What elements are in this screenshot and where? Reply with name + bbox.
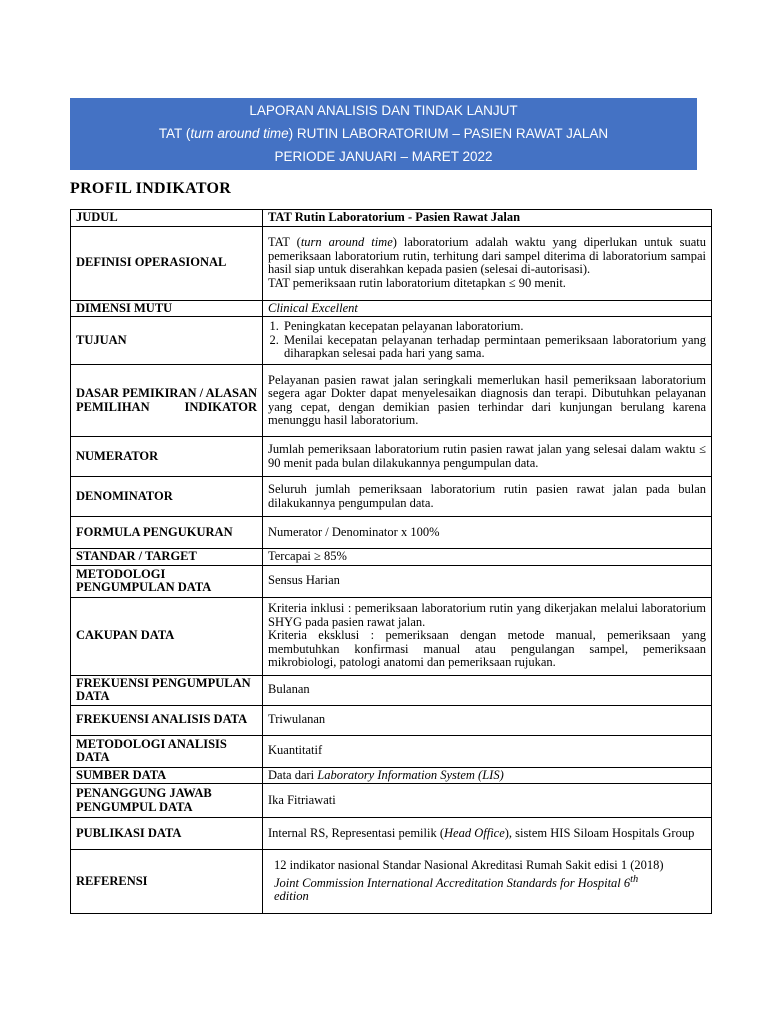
cakupan-paragraph-1: Kriteria inklusi : pemeriksaan laboratorium rutin yang dikerjakan melalui laboratorium SHYG pada pasien rawat jalan. <box>268 601 706 629</box>
table-row <box>71 735 712 767</box>
table-row <box>71 549 712 566</box>
list-item: 1. Peningkatan kecepatan pelayanan laboratorium. <box>282 320 706 334</box>
table-row <box>71 317 712 365</box>
report-title-line3: PERIODE JANUARI – MARET 2022 <box>274 149 493 164</box>
tujuan-list <box>268 320 706 361</box>
row-label-penanggung-jawab: PENANGGUNG JAWAB PENGUMPUL DATA <box>71 784 263 818</box>
indicator-profile-table <box>70 209 712 914</box>
row-value-tujuan <box>263 317 712 365</box>
table-row <box>71 565 712 597</box>
row-label-referensi: REFERENSI <box>71 850 263 914</box>
row-value-metodologi: Sensus Harian <box>263 565 712 597</box>
row-value-frekuensi-analisis: Triwulanan <box>263 705 712 735</box>
row-value-formula: Numerator / Denominator x 100% <box>263 517 712 549</box>
table-row <box>71 784 712 818</box>
row-label-dasar: DASAR PEMIKIRAN / ALASAN PEMILIHAN INDIKATOR <box>71 365 263 437</box>
referensi-item-1: 12 indikator nasional Standar Nasional Akreditasi Rumah Sakit edisi 1 (2018) <box>274 858 664 873</box>
table-row <box>71 477 712 517</box>
row-value-cakupan <box>263 597 712 675</box>
row-label-dimensi: DIMENSI MUTU <box>71 300 263 317</box>
table-row <box>71 517 712 549</box>
report-title-banner <box>70 98 697 170</box>
cakupan-paragraph-2: Kriteria eksklusi : pemeriksaan dengan metode manual, pemeriksaan yang membutuhkan konfirmasi manual atau pengulangan sampel, pemeriksaan mikrobiologi, patologi anatomi dan pemeriksaan rujukan. <box>268 628 706 670</box>
table-row <box>71 818 712 850</box>
row-label-cakupan: CAKUPAN DATA <box>71 597 263 675</box>
row-label-formula: FORMULA PENGUKURAN <box>71 517 263 549</box>
row-label-tujuan: TUJUAN <box>71 317 263 365</box>
row-value-sumber: Data dari Laboratory Information System (LIS) <box>263 767 712 784</box>
table-row <box>71 365 712 437</box>
row-value-dasar: Pelayanan pasien rawat jalan seringkali memerlukan hasil pemeriksaan laboratorium segera agar Dokter dapat menyelesaikan diagnosis dan terapi. Dibutuhkan pelayanan yang cepat, dengan demikian pasien terhindar dari kunjungan berulang karena menunggu hasil laboratorium. <box>263 365 712 437</box>
report-title-line2: TAT (turn around time) RUTIN LABORATORIUM – PASIEN RAWAT JALAN <box>158 126 609 141</box>
table-row <box>71 850 712 914</box>
row-label-denominator: DENOMINATOR <box>71 477 263 517</box>
row-value-referensi <box>263 850 712 914</box>
referensi-item-2: Joint Commission International Accreditation Standards for Hospital 6th edition <box>274 873 639 904</box>
definisi-paragraph-1: TAT (turn around time) laboratorium adalah waktu yang diperlukan untuk suatu pemeriksaan laboratorium rutin, terhitung dari sampel diterima di laboratorium sampai hasil siap untuk diserahkan kepada pasien (selesai di-autorisasi). <box>268 235 706 276</box>
row-value-denominator: Seluruh jumlah pemeriksaan laboratorium rutin pasien rawat jalan pada bulan dilakukannya pengumpulan data. <box>263 477 712 517</box>
row-label-judul: JUDUL <box>71 210 263 227</box>
row-value-judul: TAT Rutin Laboratorium - Pasien Rawat Jalan <box>263 210 712 227</box>
row-value-penanggung-jawab: Ika Fitriawati <box>263 784 712 818</box>
table-row <box>71 226 712 300</box>
row-label-sumber: SUMBER DATA <box>71 767 263 784</box>
row-label-metodologi: METODOLOGI PENGUMPULAN DATA <box>71 565 263 597</box>
row-value-publikasi: Internal RS, Representasi pemilik (Head Office), sistem HIS Siloam Hospitals Group <box>263 818 712 850</box>
row-label-standar: STANDAR / TARGET <box>71 549 263 566</box>
table-row <box>71 675 712 705</box>
row-label-metodologi-analisis: METODOLOGI ANALISIS DATA <box>71 735 263 767</box>
definisi-paragraph-2: TAT pemeriksaan rutin laboratorium ditetapkan ≤ 90 menit. <box>268 275 566 290</box>
table-row <box>71 437 712 477</box>
table-row <box>71 210 712 227</box>
row-label-frekuensi-pengumpulan: FREKUENSI PENGUMPULAN DATA <box>71 675 263 705</box>
table-row <box>71 597 712 675</box>
table-row <box>71 705 712 735</box>
row-label-definisi: DEFINISI OPERASIONAL <box>71 226 263 300</box>
row-value-definisi <box>263 226 712 300</box>
row-value-frekuensi-pengumpulan: Bulanan <box>263 675 712 705</box>
row-label-frekuensi-analisis: FREKUENSI ANALISIS DATA <box>71 705 263 735</box>
row-label-numerator: NUMERATOR <box>71 437 263 477</box>
table-row <box>71 767 712 784</box>
report-title-line1: LAPORAN ANALISIS DAN TINDAK LANJUT <box>249 103 518 118</box>
row-value-numerator: Jumlah pemeriksaan laboratorium rutin pasien rawat jalan yang selesai dalam waktu ≤ 90 menit pada bulan dilakukannya pengumpulan data. <box>263 437 712 477</box>
section-title: PROFIL INDIKATOR <box>70 180 232 197</box>
row-value-dimensi: Clinical Excellent <box>263 300 712 317</box>
row-value-standar: Tercapai ≥ 85% <box>263 549 712 566</box>
row-value-metodologi-analisis: Kuantitatif <box>263 735 712 767</box>
list-item: 2. Menilai kecepatan pelayanan terhadap permintaan pemeriksaan laboratorium yang diharapkan selesai pada hari yang sama. <box>282 334 706 361</box>
row-label-publikasi: PUBLIKASI DATA <box>71 818 263 850</box>
table-row <box>71 300 712 317</box>
